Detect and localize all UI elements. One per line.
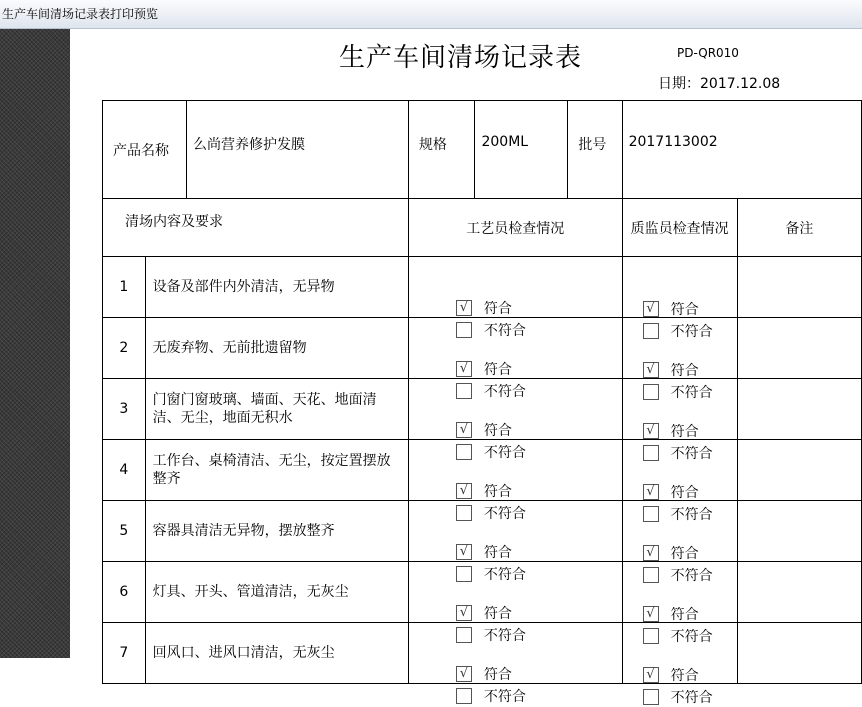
qa-pass-option[interactable] (643, 299, 699, 319)
checkbox-icon[interactable] (643, 323, 659, 339)
table-row (103, 257, 862, 318)
item-content: 灯具、开头、管道清洁，无灰尘 (145, 562, 408, 623)
fail-label: 不符合 (483, 384, 526, 400)
check-icon[interactable]: √ (643, 301, 659, 317)
header-row (103, 199, 862, 257)
document-date: 日期：2017.12.08 (658, 76, 781, 92)
checkbox-icon[interactable] (643, 384, 659, 400)
qa-pass-option[interactable] (643, 604, 699, 624)
item-number: 3 (103, 379, 146, 440)
pass-label: 符合 (483, 545, 512, 561)
fail-label: 不符合 (670, 629, 713, 645)
remark-cell (737, 318, 861, 379)
item-content: 设备及部件内外清洁，无异物 (145, 257, 408, 318)
qa-fail-option[interactable] (643, 626, 713, 646)
fail-label: 不符合 (670, 446, 713, 462)
qa-fail-option[interactable] (643, 687, 713, 707)
fail-label: 不符合 (670, 690, 713, 706)
header-qa: 质监员检查情况 (622, 199, 737, 257)
spec-value: 200ML (475, 101, 568, 199)
document-code: PD-QR010 (677, 46, 739, 60)
checkbox-icon[interactable] (643, 567, 659, 583)
pass-label: 符合 (483, 606, 512, 622)
craft-fail-option[interactable] (456, 320, 526, 340)
checkbox-icon[interactable] (456, 505, 472, 521)
pass-label: 符合 (670, 668, 699, 684)
checkbox-icon[interactable] (643, 689, 659, 705)
qa-pass-option[interactable] (643, 482, 699, 502)
craft-fail-option[interactable] (456, 503, 526, 523)
check-icon[interactable]: √ (643, 362, 659, 378)
qa-fail-option[interactable] (643, 443, 713, 463)
fail-label: 不符合 (483, 323, 526, 339)
qa-fail-option[interactable] (643, 565, 713, 585)
craft-fail-option[interactable] (456, 686, 526, 706)
header-remark: 备注 (737, 199, 861, 257)
check-icon[interactable]: √ (643, 606, 659, 622)
remark-cell (737, 257, 861, 318)
item-number: 4 (103, 440, 146, 501)
fail-label: 不符合 (670, 324, 713, 340)
qa-fail-option[interactable] (643, 382, 713, 402)
pass-label: 符合 (483, 362, 512, 378)
checkbox-icon[interactable] (456, 444, 472, 460)
qa-check-cell (622, 257, 737, 340)
item-content: 无废弃物、无前批遗留物 (145, 318, 408, 379)
craft-pass-option[interactable] (456, 481, 512, 501)
remark-cell (737, 562, 861, 623)
fail-label: 不符合 (670, 385, 713, 401)
checkbox-icon[interactable] (456, 383, 472, 399)
item-number: 1 (103, 257, 146, 318)
checkbox-icon[interactable] (456, 322, 472, 338)
pass-label: 符合 (670, 363, 699, 379)
check-icon[interactable]: √ (456, 361, 472, 377)
check-icon[interactable]: √ (643, 423, 659, 439)
item-number: 5 (103, 501, 146, 562)
pass-label: 符合 (670, 607, 699, 623)
remark-cell (737, 379, 861, 440)
check-icon[interactable]: √ (456, 300, 472, 316)
craft-fail-option[interactable] (456, 625, 526, 645)
checkbox-icon[interactable] (456, 688, 472, 704)
remark-cell (737, 501, 861, 562)
check-icon[interactable]: √ (456, 483, 472, 499)
item-content: 容器具清洁无异物，摆放整齐 (145, 501, 408, 562)
item-number: 6 (103, 562, 146, 623)
fail-label: 不符合 (483, 628, 526, 644)
pass-label: 符合 (670, 424, 699, 440)
pass-label: 符合 (483, 484, 512, 500)
cleaning-record-table (102, 100, 862, 706)
check-icon[interactable]: √ (643, 545, 659, 561)
fail-label: 不符合 (483, 506, 526, 522)
spec-label: 规格 (408, 101, 475, 199)
craft-pass-option[interactable] (456, 359, 512, 379)
qa-pass-option[interactable] (643, 360, 699, 380)
product-name-value: 么尚营养修护发膜 (193, 137, 305, 153)
fail-label: 不符合 (670, 568, 713, 584)
check-icon[interactable]: √ (456, 666, 472, 682)
craft-pass-option[interactable] (456, 420, 512, 440)
craft-pass-option[interactable] (456, 298, 512, 318)
qa-pass-option[interactable] (643, 543, 699, 563)
checkbox-icon[interactable] (456, 566, 472, 582)
item-number: 7 (103, 623, 146, 684)
window-title: 生产车间清场记录表打印预览 (0, 0, 862, 29)
checkbox-icon[interactable] (643, 445, 659, 461)
craft-fail-option[interactable] (456, 564, 526, 584)
checkbox-icon[interactable] (456, 627, 472, 643)
remark-cell (737, 440, 861, 501)
craft-pass-option[interactable] (456, 664, 512, 684)
craft-fail-option[interactable] (456, 442, 526, 462)
check-icon[interactable]: √ (456, 544, 472, 560)
fail-label: 不符合 (483, 567, 526, 583)
pass-label: 符合 (670, 485, 699, 501)
pass-label: 符合 (483, 667, 512, 683)
qa-fail-option[interactable] (643, 504, 713, 524)
check-icon[interactable]: √ (456, 605, 472, 621)
header-content: 清场内容及要求 (103, 199, 409, 257)
craft-check-cell (408, 257, 622, 339)
check-icon[interactable]: √ (643, 667, 659, 683)
qa-fail-option[interactable] (643, 321, 713, 341)
item-content: 回风口、进风口清洁，无灰尘 (145, 623, 408, 684)
preview-side-strip (0, 29, 70, 658)
pass-label: 符合 (483, 423, 512, 439)
batch-value: 2017113002 (622, 101, 861, 199)
check-icon[interactable]: √ (643, 484, 659, 500)
product-cell (103, 101, 409, 199)
qa-pass-option[interactable] (643, 421, 699, 441)
header-craft: 工艺员检查情况 (408, 199, 622, 257)
document-title: 生产车间清场记录表 (339, 43, 583, 73)
batch-label: 批号 (568, 101, 622, 199)
item-content: 门窗门窗玻璃、墙面、天花、地面清洁、无尘，地面无积水 (145, 379, 408, 440)
item-number: 2 (103, 318, 146, 379)
remark-cell (737, 623, 861, 684)
item-content: 工作台、桌椅清洁、无尘，按定置摆放整齐 (145, 440, 408, 501)
fail-label: 不符合 (670, 507, 713, 523)
pass-label: 符合 (670, 302, 699, 318)
checkbox-icon[interactable] (643, 506, 659, 522)
pass-label: 符合 (483, 301, 512, 317)
craft-fail-option[interactable] (456, 381, 526, 401)
print-preview-page[interactable] (70, 29, 862, 706)
check-icon[interactable]: √ (456, 422, 472, 438)
fail-label: 不符合 (483, 689, 526, 705)
qa-pass-option[interactable] (643, 665, 699, 685)
fail-label: 不符合 (483, 445, 526, 461)
product-info-row (103, 101, 862, 199)
checkbox-icon[interactable] (643, 628, 659, 644)
craft-pass-option[interactable] (456, 542, 512, 562)
pass-label: 符合 (670, 546, 699, 562)
craft-pass-option[interactable] (456, 603, 512, 623)
product-name-label: 产品名称 (103, 101, 187, 198)
